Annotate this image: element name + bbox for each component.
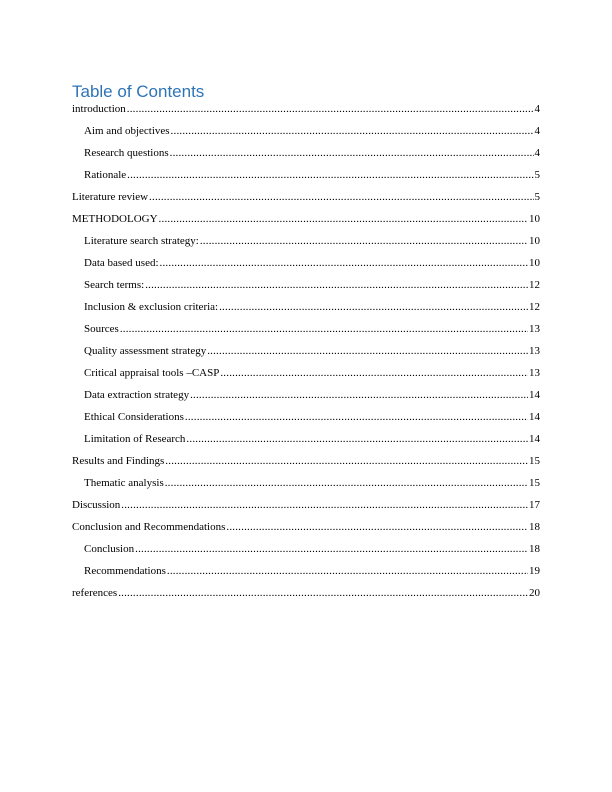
toc-entry-label: Ethical Considerations (84, 411, 184, 423)
toc-entry-aim-and-objectives[interactable] (72, 123, 540, 145)
toc-entry-page: 10 (529, 235, 540, 247)
toc-title: Table of Contents (72, 82, 205, 101)
toc-dot-leader (145, 277, 528, 293)
toc-entry-page: 20 (529, 587, 540, 599)
toc-entry-label: references (72, 587, 118, 599)
toc-entry-references[interactable] (72, 585, 540, 607)
toc-entry-page: 19 (529, 565, 540, 577)
toc-dot-leader (170, 145, 534, 161)
toc-entry-label: Literature review (72, 191, 149, 203)
toc-entry-page: 5 (534, 191, 540, 203)
toc-entry-page: 17 (529, 499, 540, 511)
toc-entry-label: Quality assessment strategy (84, 345, 207, 357)
toc-entry-data-based-used[interactable] (72, 255, 540, 277)
toc-list (72, 101, 540, 607)
toc-dot-leader (165, 453, 528, 469)
toc-dot-leader (160, 255, 528, 271)
toc-entry-page: 10 (529, 257, 540, 269)
toc-entry-page: 15 (529, 477, 540, 489)
toc-dot-leader (135, 541, 528, 557)
toc-entry-page: 14 (529, 389, 540, 401)
toc-dot-leader (165, 475, 528, 491)
toc-dot-leader (127, 167, 533, 183)
toc-entry-introduction[interactable] (72, 101, 540, 123)
toc-entry-label: Sources (84, 323, 119, 335)
toc-dot-leader (185, 409, 528, 425)
toc-entry-page: 14 (529, 411, 540, 423)
toc-entry-recommendations[interactable] (72, 563, 540, 585)
toc-entry-page: 5 (534, 169, 540, 181)
toc-entry-thematic-analysis[interactable] (72, 475, 540, 497)
toc-dot-leader (118, 585, 528, 601)
toc-entry-inclusion-exclusion-criteria[interactable] (72, 299, 540, 321)
toc-entry-label: Discussion (72, 499, 121, 511)
toc-dot-leader (127, 101, 534, 117)
toc-entry-label: Limitation of Research (84, 433, 186, 445)
toc-entry-label: Recommendations (84, 565, 166, 577)
toc-entry-label: Inclusion & exclusion criteria: (84, 301, 219, 313)
toc-entry-label: Literature search strategy: (84, 235, 199, 247)
toc-entry-page: 4 (534, 147, 540, 159)
toc-entry-methodology[interactable] (72, 211, 540, 233)
toc-entry-page: 18 (529, 543, 540, 555)
toc-entry-rationale[interactable] (72, 167, 540, 189)
toc-entry-page: 12 (529, 279, 540, 291)
toc-entry-label: Thematic analysis (84, 477, 164, 489)
toc-entry-search-terms[interactable] (72, 277, 540, 299)
toc-entry-label: introduction (72, 103, 126, 115)
toc-entry-data-extraction-strategy[interactable] (72, 387, 540, 409)
toc-dot-leader (186, 431, 528, 447)
toc-entry-limitation-of-research[interactable] (72, 431, 540, 453)
toc-entry-page: 13 (529, 345, 540, 357)
toc-entry-page: 12 (529, 301, 540, 313)
toc-dot-leader (190, 387, 528, 403)
toc-entry-label: Critical appraisal tools –CASP (84, 367, 220, 379)
toc-entry-research-questions[interactable] (72, 145, 540, 167)
toc-dot-leader (171, 123, 534, 139)
toc-entry-label: Aim and objectives (84, 125, 170, 137)
toc-entry-literature-search-strategy[interactable] (72, 233, 540, 255)
toc-entry-label: Conclusion (84, 543, 135, 555)
toc-entry-discussion[interactable] (72, 497, 540, 519)
toc-dot-leader (167, 563, 528, 579)
toc-entry-label: Research questions (84, 147, 169, 159)
toc-entry-label: METHODOLOGY (72, 213, 158, 225)
toc-dot-leader (149, 189, 533, 205)
toc-entry-results-and-findings[interactable] (72, 453, 540, 475)
toc-entry-conclusion-and-recommendations[interactable] (72, 519, 540, 541)
toc-entry-label: Rationale (84, 169, 127, 181)
toc-entry-critical-appraisal-tools[interactable] (72, 365, 540, 387)
toc-entry-page: 13 (529, 323, 540, 335)
toc-entry-page: 15 (529, 455, 540, 467)
toc-entry-ethical-considerations[interactable] (72, 409, 540, 431)
toc-dot-leader (220, 365, 528, 381)
toc-entry-conclusion[interactable] (72, 541, 540, 563)
toc-dot-leader (226, 519, 528, 535)
toc-entry-page: 13 (529, 367, 540, 379)
toc-entry-label: Data based used: (84, 257, 159, 269)
toc-entry-label: Conclusion and Recommendations (72, 521, 226, 533)
toc-dot-leader (200, 233, 528, 249)
toc-dot-leader (120, 321, 528, 337)
toc-entry-page: 4 (534, 103, 540, 115)
toc-entry-literature-review[interactable] (72, 189, 540, 211)
toc-entry-page: 4 (534, 125, 540, 137)
toc-entry-page: 14 (529, 433, 540, 445)
toc-entry-quality-assessment-strategy[interactable] (72, 343, 540, 365)
toc-entry-label: Search terms: (84, 279, 145, 291)
toc-dot-leader (207, 343, 528, 359)
toc-entry-page: 18 (529, 521, 540, 533)
toc-dot-leader (159, 211, 528, 227)
toc-dot-leader (121, 497, 528, 513)
toc-entry-page: 10 (529, 213, 540, 225)
toc-dot-leader (219, 299, 528, 315)
toc-entry-sources[interactable] (72, 321, 540, 343)
toc-entry-label: Results and Findings (72, 455, 165, 467)
toc-entry-label: Data extraction strategy (84, 389, 190, 401)
